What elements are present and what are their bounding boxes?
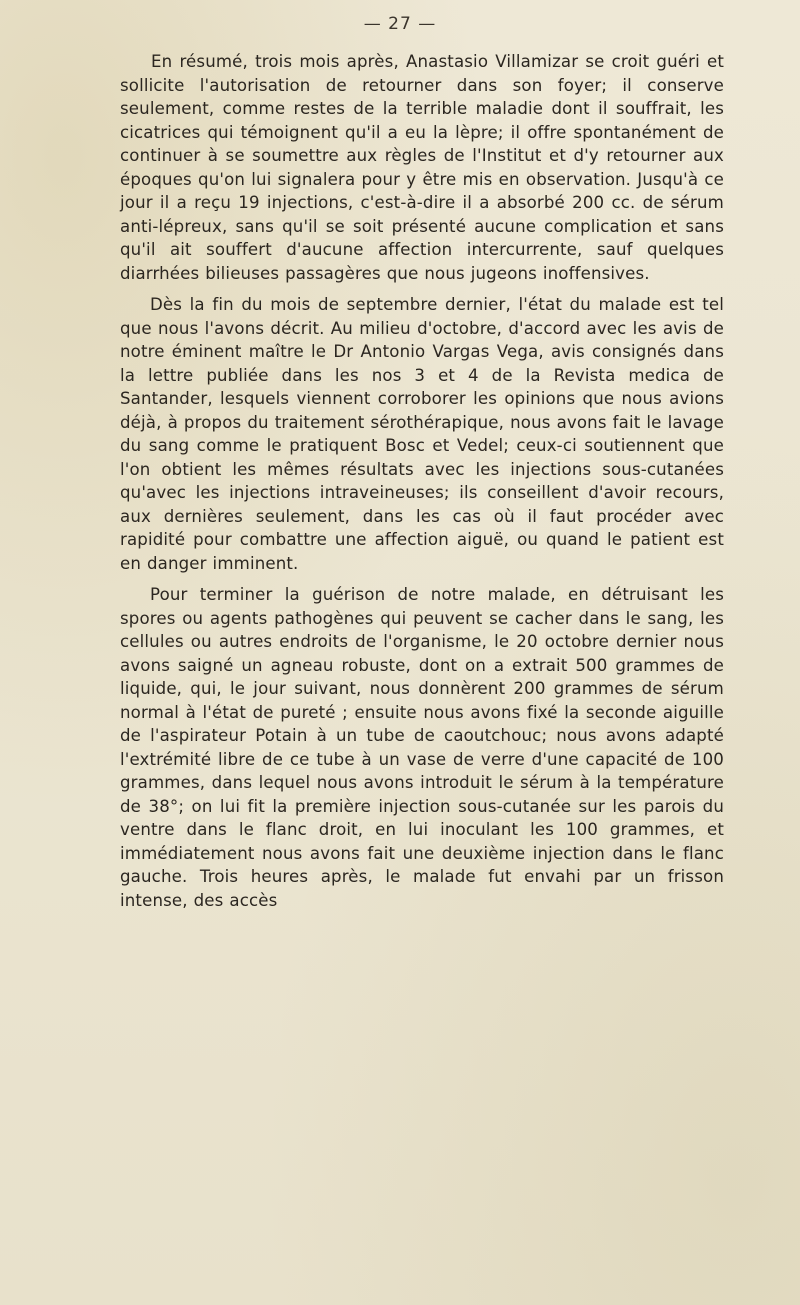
paragraph-1: En résumé, trois mois après, Anastasio Villamizar se croit guéri et sollicite l'autorisation de retourner dans son foyer; il conserve seulement, comme restes de la terrible maladie dont il souffrait, les cicatrices qui témoignent qu'il a eu la lèpre; il offre spontanément de continuer à se soumettre aux règles de l'Institut et d'y retourner aux époques qu'on lui signalera pour y être mis en observation. Jusqu'à ce jour il a reçu 19 injections, c'est-à-dire il a absorbé 200 cc. de sérum anti-lépreux, sans qu'il se soit présenté aucune complication et sans qu'il ait souffert d'aucune affection intercurrente, sauf quelques diarrhées bilieuses passagères que nous jugeons inoffensives.	[120, 52, 724, 283]
paragraph-3: Pour terminer la guérison de notre malade, en détruisant les spores ou agents pathogènes qui peuvent se cacher dans le sang, les cellules ou autres endroits de l'organisme, le 20 octobre dernier nous avons saigné un agneau robuste, dont on a extrait 500 grammes de liquide, qui, le jour suivant, nous donnèrent 200 grammes de sérum normal à l'état de pureté ; ensuite nous avons fixé la seconde aiguille de l'aspirateur Potain à un tube de caoutchouc; nous avons adapté l'extrémité libre de ce tube à un vase de verre d'une capacité de 100 grammes, dans lequel nous avons introduit le sérum à la température de 38°; on lui fit la première injection sous-cutanée sur les parois du ventre dans le flanc droit, en lui inoculant les 100 grammes, et immédiatement nous avons fait une deuxième injection dans le flanc gauche. Trois heures après, le malade fut envahi par un frisson intense, des accès	[120, 585, 724, 910]
paragraph-2: Dès la fin du mois de septembre dernier, l'état du malade est tel que nous l'avons décrit. Au milieu d'octobre, d'accord avec les avis de notre éminent maître le Dr Antonio Vargas Vega, avis consignés dans la lettre publiée dans les nos 3 et 4 de la Revista medica de Santander, lesquels viennent corroborer les opinions que nous avions déjà, à propos du traitement sérothérapique, nous avons fait le lavage du sang comme le pratiquent Bosc et Vedel; ceux-ci soutiennent que l'on obtient les mêmes résultats avec les injections sous-cutanées qu'avec les injections intraveineuses; ils conseillent d'avoir recours, aux dernières seulement, dans les cas où il faut procéder avec rapidité pour combattre une affection aiguë, ou quand le patient est en danger imminent.	[120, 295, 724, 573]
page-number: — 27 —	[363, 14, 437, 34]
body-text	[120, 50, 724, 920]
